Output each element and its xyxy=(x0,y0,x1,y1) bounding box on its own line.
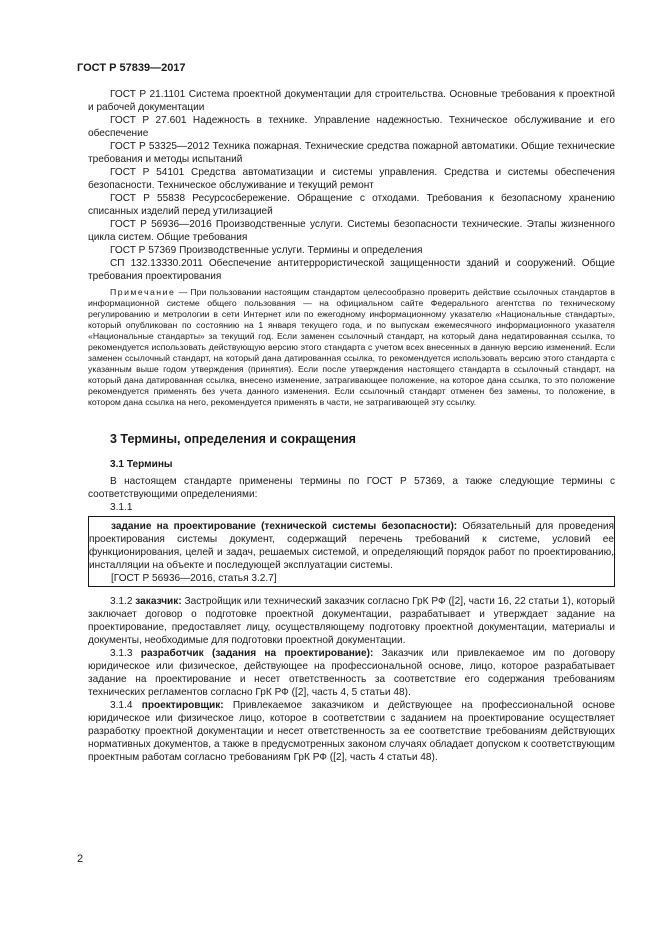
terms-intro: В настоящем стандарте применены термины по ГОСТ Р 57369, а также следующие термины с соответствующими определениями: xyxy=(88,476,615,500)
note-text: — При пользовании настоящим стандартом целесообразно проверить действие ссылочных стандартов в информационной системе общего пользования — на официальном сайте Федерального агентства по техническому регулированию и метрологии в сети Интернет или по ежегодному информационному указателю «Национальные стандарты», который опубликован по состоянию на 1 января текущего года, и по выпускам ежемесячного информационного указателя «Национальные стандарты» за текущий год. Если заменен ссылочный стандарт, на который дана недатированная ссылка, то рекомендуется использовать действующую версию этого стандарта с учетом всех внесенных в данную версию изменений. Если заменен ссылочный стандарт, на который дана датированная ссылка, то рекомендуется использовать версию этого стандарта с указанным выше годом утверждения (принятия). Если после утверждения настоящего стандарта в ссылочный стандарт, на который дана датированная ссылка, внесено изменение, затрагивающее положение, на которое дана ссылка, то это положение рекомендуется применять без учета данного изменения. Если ссылочный стандарт отменен без замены, то положение, в котором дана ссылка на него, рекомендуется применять в части, не затрагивающей эту ссылку. xyxy=(88,287,615,407)
reference-item: ГОСТ Р 56936—2016 Производственные услуги. Системы безопасности технические. Этапы жизненного цикла систем. Общие требования xyxy=(88,219,615,243)
reference-item: ГОСТ Р 57369 Производственные услуги. Термины и определения xyxy=(110,245,423,256)
term-number: 3.1.3 xyxy=(110,648,141,659)
term-name: разработчик (задания на проектирование): xyxy=(140,648,374,659)
note-label: Примечание xyxy=(110,287,176,297)
term-name: заказчик: xyxy=(135,596,182,607)
section-title: 3 Термины, определения и сокращения xyxy=(110,432,356,446)
reference-item: ГОСТ Р 55838 Ресурсосбережение. Обращение с отходами. Требования к безопасному хранению списанных изделий перед утилизацией xyxy=(88,193,615,217)
term-definition xyxy=(88,595,615,647)
note-paragraph xyxy=(88,287,615,408)
reference-item: ГОСТ Р 21.1101 Система проектной документации для строительства. Основные требования к проектной и рабочей документации xyxy=(88,89,615,113)
page-number: 2 xyxy=(77,853,84,865)
term-source: [ГОСТ Р 56936—2016, статья 3.2.7] xyxy=(111,573,277,584)
term-text: Заказчик или привлекаемое им по договору юридическое или физическое, действующее на профессиональной основе, лицо, которое разрабатывает задание на проектирование и несет ответственность за соответствие его содержания требованиям технических регламентов согласно ГрК РФ ([2], часть 4, 5 статьи 48). xyxy=(88,648,615,698)
term-name: задание на проектирование (технической системы безопасности): xyxy=(111,521,458,532)
term-definition xyxy=(88,647,615,699)
reference-item: ГОСТ Р 53325—2012 Техника пожарная. Технические средства пожарной автоматики. Общие технические требования и методы испытаний xyxy=(88,141,615,165)
subsection-title: 3.1 Термины xyxy=(110,459,173,470)
term-definition xyxy=(88,699,615,764)
term-box xyxy=(88,516,615,587)
term-number: 3.1.1 xyxy=(110,502,133,513)
term-text: Обязательный для проведения проектирования системы документ, содержащий перечень требований к системе, условий ее функционирования, целей и задач, решаемых системой, и определяющий порядок работ по проектированию, инсталляции на объекте и последующей эксплуатации системы. xyxy=(89,521,614,571)
term-text: Застройщик или технический заказчик согласно ГрК РФ ([2], части 16, 22 статьи 1), который заключает договор о подготовке проектной документации, разрабатывает и утверждает задание на проектирование, предоставляет лицу, осуществляющему подготовку проектной документации, материалы и документы, необходимые для подготовки проектной документации. xyxy=(88,596,615,646)
reference-item: ГОСТ Р 27.601 Надежность в технике. Управление надежностью. Техническое обслуживание и его обеспечение xyxy=(88,115,615,139)
reference-item: ГОСТ Р 54101 Средства автоматизации и системы управления. Средства и системы обеспечения безопасности. Техническое обслуживание и текущий ремонт xyxy=(88,167,615,191)
reference-item: СП 132.13330.2011 Обеспечение антитеррористической защищенности зданий и сооружений. Общие требования проектирования xyxy=(88,258,615,282)
term-name: проектировщик: xyxy=(141,700,224,711)
document-header: ГОСТ Р 57839—2017 xyxy=(77,62,186,74)
term-definition xyxy=(89,520,614,572)
term-text: Привлекаемое заказчиком и действующее на профессиональной основе юридическое или физическое лицо, которое в соответствии с заданием на проектирование осуществляет разработку проектной документации и несет ответственность за ее соответствие требованиям действующих нормативных документов, а также в предусмотренных законом случаях обладает допуском к соответствующим проектным работам согласно требованиям ГрК РФ ([2], часть 4 статьи 48). xyxy=(88,700,615,763)
term-number: 3.1.4 xyxy=(110,700,142,711)
term-number: 3.1.2 xyxy=(110,596,136,607)
page-content xyxy=(88,88,615,764)
